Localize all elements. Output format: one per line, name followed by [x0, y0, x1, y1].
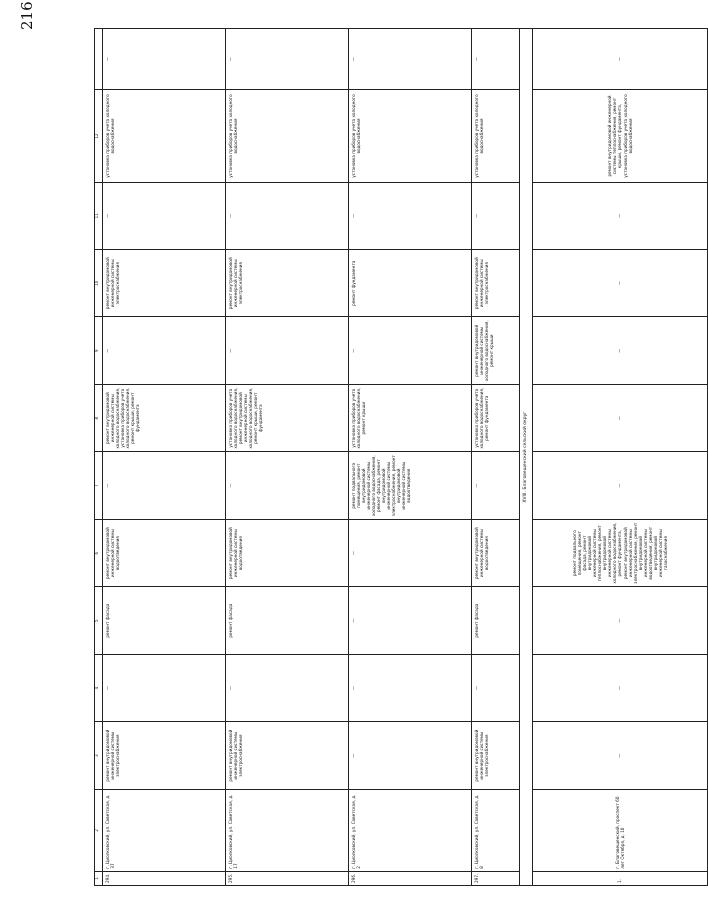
- work-cell: ремонт внутридомовой инженерной системы теплоснабжения, ремонт крыши, ремонт фундамента, установка приборов учета холодного водоснабжения: [533, 90, 708, 182]
- work-cell: —: [226, 452, 349, 519]
- row-number: 297.: [472, 871, 520, 885]
- table-row: [103, 29, 226, 886]
- work-cell: ремонт внутридомовой инженерной системы электроснабжения: [103, 250, 226, 317]
- work-cell: ремонт внутридомовой инженерной системы водоотведения: [103, 519, 226, 586]
- work-cell: ремонт внутридомовой инженерной системы электроснабжения: [226, 722, 349, 789]
- row-number: 294.: [103, 871, 226, 885]
- header-cell: 5: [95, 587, 103, 654]
- work-cell: —: [103, 317, 226, 384]
- work-cell: —: [103, 654, 226, 721]
- work-cell: —: [472, 654, 520, 721]
- section-row: [520, 29, 533, 886]
- header-cell: [95, 29, 103, 90]
- work-cell: —: [533, 722, 708, 789]
- work-cell: —: [349, 654, 472, 721]
- work-cell: —: [103, 29, 226, 90]
- row-number: 295.: [226, 871, 349, 885]
- work-cell: —: [472, 182, 520, 249]
- work-cell: —: [533, 29, 708, 90]
- work-cell: установка приборов учета холодного водоснабжения: [226, 90, 349, 182]
- work-cell: —: [349, 182, 472, 249]
- header-cell: 10: [95, 250, 103, 317]
- header-row: [95, 29, 103, 886]
- header-cell: 4: [95, 654, 103, 721]
- work-cell: —: [226, 654, 349, 721]
- work-cell: ремонт фундамента: [349, 250, 472, 317]
- work-cell: —: [103, 452, 226, 519]
- work-cell: ремонт внутридомовой инженерной системы электроснабжения: [226, 250, 349, 317]
- work-cell: ремонт внутридомовой инженерной системы холодного водоснабжения, ремонт крыши: [472, 317, 520, 384]
- work-cell: —: [349, 587, 472, 654]
- header-cell: 6: [95, 519, 103, 586]
- header-cell: 2: [95, 789, 103, 871]
- work-cell: —: [533, 587, 708, 654]
- header-cell: 8: [95, 384, 103, 451]
- table-row: [472, 29, 520, 886]
- work-cell: установка приборов учета холодного водоснабжения: [103, 90, 226, 182]
- header-cell: 1: [95, 871, 103, 885]
- header-cell: 9: [95, 317, 103, 384]
- work-cell: —: [349, 722, 472, 789]
- table-row: [349, 29, 472, 886]
- work-cell: ремонт внутридомовой инженерной системы водоотведения: [472, 519, 520, 586]
- address-cell: г. Циолковский, ул. Советская, д. 8: [472, 789, 520, 871]
- page-number: 216: [18, 1, 36, 30]
- work-cell: —: [472, 452, 520, 519]
- work-cell: установка приборов учета холодного водоснабжения: [349, 90, 472, 182]
- header-cell: 11: [95, 182, 103, 249]
- header-cell: 12: [95, 90, 103, 182]
- work-cell: —: [533, 182, 708, 249]
- work-cell: ремонт подвального помещения, ремонт фасада, ремонт внутридомовой инженерной системы теплоснабжения, ремонт внутридомовой инженерной системы холодного водоснабжения, ремонт фундамента, ремонт внутридомовой инженерной системы электроснабжения, ремонт внутридомовой инженерной системы водоотведения, ремонт внутридомовой инженерной системы газоснабжения: [533, 519, 708, 586]
- work-cell: ремонт фасада: [472, 587, 520, 654]
- work-cell: —: [472, 29, 520, 90]
- address-cell: г. Циолковский, ул. Советская, д. 37: [103, 789, 226, 871]
- work-cell: —: [533, 384, 708, 451]
- section-title: XVIII. Благовещенский сельский округ: [520, 29, 533, 886]
- address-cell: г. Циолковский, ул. Советская, д. 17: [226, 789, 349, 871]
- work-cell: ремонт внутридомовой инженерной системы электроснабжения: [103, 722, 226, 789]
- work-cell: ремонт внутридомовой инженерной системы холодного водоснабжения, установка приборов учета холодного водоснабжения, ремонт крыши, ремонт фундамента: [103, 384, 226, 451]
- work-cell: ремонт внутридомовой инженерной системы электроснабжения: [472, 722, 520, 789]
- work-cell: установка приборов учета холодного водоснабжения, ремонт внутридомовой инженерной системы холодного водоснабжения, ремонт крыши, ремонт фундамента: [226, 384, 349, 451]
- work-cell: —: [226, 29, 349, 90]
- work-cell: —: [533, 654, 708, 721]
- work-cell: ремонт внутридомовой инженерной системы водоотведения: [226, 519, 349, 586]
- work-cell: ремонт фасада: [103, 587, 226, 654]
- address-cell: г. Благовещенский, проспект 60 лет Октября, д. 10: [533, 789, 708, 871]
- work-cell: установка приборов учета холодного водоснабжения, ремонт фундамента: [472, 384, 520, 451]
- work-cell: —: [226, 182, 349, 249]
- work-cell: установка приборов учета холодного водоснабжения, ремонт крыши: [349, 384, 472, 451]
- work-cell: —: [533, 452, 708, 519]
- work-cell: ремонт фасада: [226, 587, 349, 654]
- row-number: 296.: [349, 871, 472, 885]
- work-cell: ремонт внутридомовой инженерной системы электроснабжения: [472, 250, 520, 317]
- repair-schedule-table: [94, 28, 708, 886]
- work-cell: —: [533, 317, 708, 384]
- work-cell: —: [349, 519, 472, 586]
- address-cell: г. Циолковский, ул. Советская, д. 2: [349, 789, 472, 871]
- work-cell: установка приборов учета холодного водоснабжения: [472, 90, 520, 182]
- work-cell: —: [226, 317, 349, 384]
- work-cell: ремонт подвального помещения, ремонт внутридомовой инженерной системы холодного водоснабжения, ремонт фасада, ремонт внутридомовой инженерной системы электроснабжения, ремонт внутридомовой инженерной системы водоотведения: [349, 452, 472, 519]
- work-cell: —: [349, 317, 472, 384]
- rotated-table-wrapper: [94, 28, 668, 886]
- work-cell: —: [103, 182, 226, 249]
- work-cell: —: [349, 29, 472, 90]
- header-cell: 3: [95, 722, 103, 789]
- row-number: 1.: [533, 871, 708, 885]
- header-cell: 7: [95, 452, 103, 519]
- table-row: [533, 29, 708, 886]
- table-row: [226, 29, 349, 886]
- work-cell: —: [533, 250, 708, 317]
